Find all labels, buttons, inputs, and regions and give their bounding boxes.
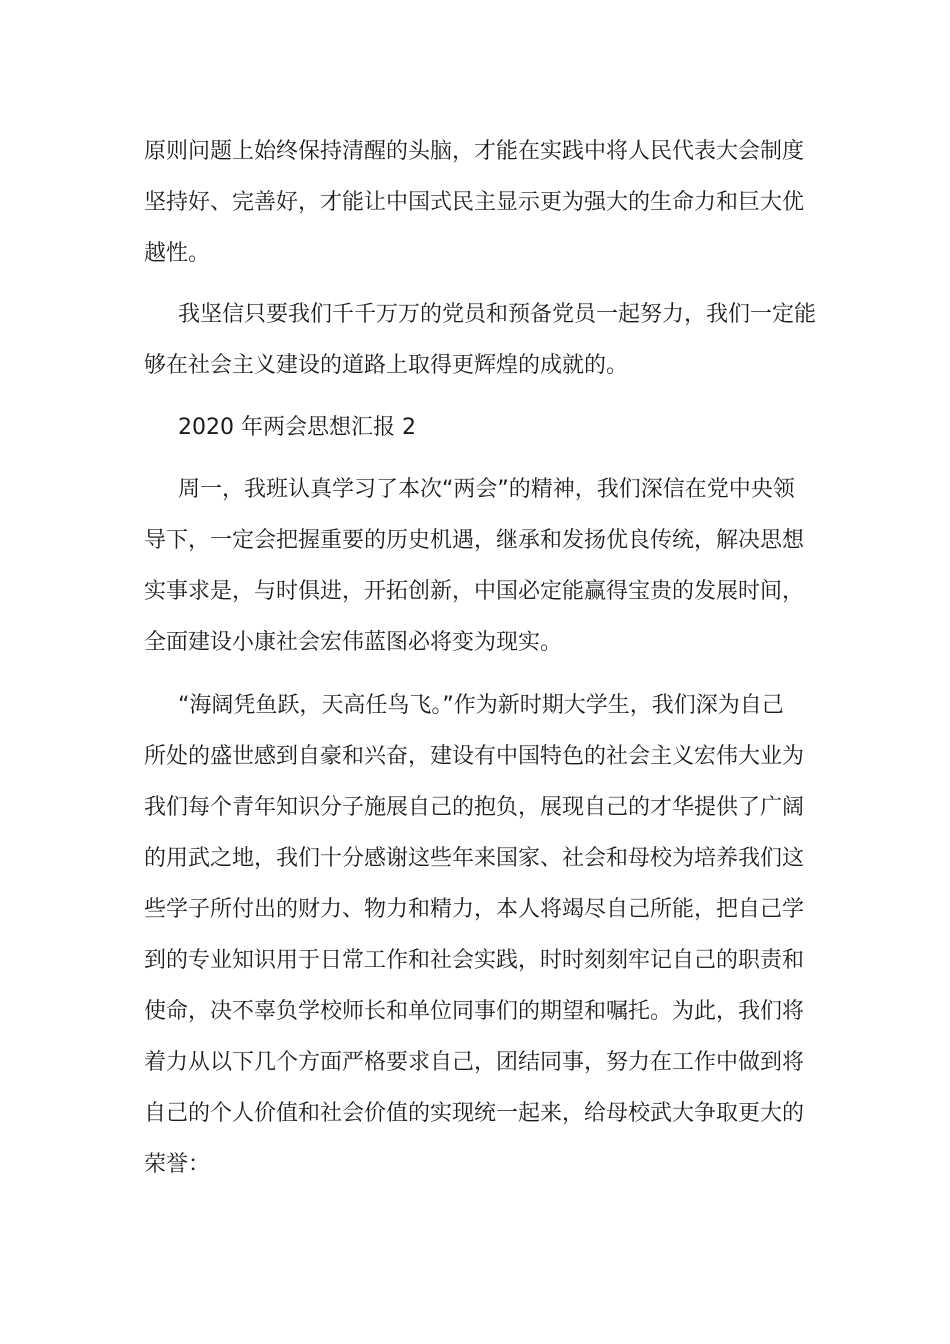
text-line: 荣誉： bbox=[144, 1152, 211, 1177]
paragraph-principle bbox=[144, 126, 808, 279]
paragraph-monday-study bbox=[144, 464, 808, 668]
text-line: 着力从以下几个方面严格要求自己，团结同事，努力在工作中做到将 bbox=[144, 1050, 805, 1075]
heading-text: 2020 年两会思想汇报 2 bbox=[178, 415, 416, 440]
text-line: 所处的盛世感到自豪和兴奋，建设有中国特色的社会主义宏伟大业为 bbox=[144, 744, 805, 769]
section-heading bbox=[144, 402, 808, 453]
text-line: 自己的个人价值和社会价值的实现统一起来，给母校武大争取更大的 bbox=[144, 1101, 805, 1126]
paragraph-belief bbox=[144, 289, 817, 391]
text-line: 的用武之地，我们十分感谢这些年来国家、社会和母校为培养我们这 bbox=[144, 846, 805, 871]
text-line: 些学子所付出的财力、物力和精力，本人将竭尽自己所能，把自己学 bbox=[144, 897, 805, 922]
text-line: 到的专业知识用于日常工作和社会实践，时时刻刻牢记自己的职责和 bbox=[144, 948, 805, 973]
text-line: 周一，我班认真学习了本次“两会”的精神，我们深信在党中央领 bbox=[178, 477, 795, 502]
text-line: 实事求是，与时俱进，开拓创新，中国必定能赢得宝贵的发展时间， bbox=[144, 579, 805, 604]
text-line: 坚持好、完善好，才能让中国式民主显示更为强大的生命力和巨大优 bbox=[144, 190, 805, 215]
text-line: 使命，决不辜负学校师长和单位同事们的期望和嘱托。为此，我们将 bbox=[144, 999, 805, 1024]
text-line: 我坚信只要我们千千万万的党员和预备党员一起努力，我们一定能 bbox=[178, 302, 817, 327]
text-line: “海阔凭鱼跃，天高任鸟飞。”作为新时期大学生，我们深为自己 bbox=[178, 693, 784, 718]
text-line: 全面建设小康社会宏伟蓝图必将变为现实。 bbox=[144, 630, 563, 655]
paragraph-aspiration bbox=[144, 680, 808, 1190]
document-body bbox=[144, 126, 817, 1190]
text-line: 导下，一定会把握重要的历史机遇，继承和发扬优良传统，解决思想 bbox=[144, 528, 805, 553]
text-line: 原则问题上始终保持清醒的头脑，才能在实践中将人民代表大会制度 bbox=[144, 139, 805, 164]
text-line: 越性。 bbox=[144, 241, 211, 266]
text-line: 够在社会主义建设的道路上取得更辉煌的成就的。 bbox=[144, 353, 629, 378]
text-line: 我们每个青年知识分子施展自己的抱负，展现自己的才华提供了广阔 bbox=[144, 795, 805, 820]
